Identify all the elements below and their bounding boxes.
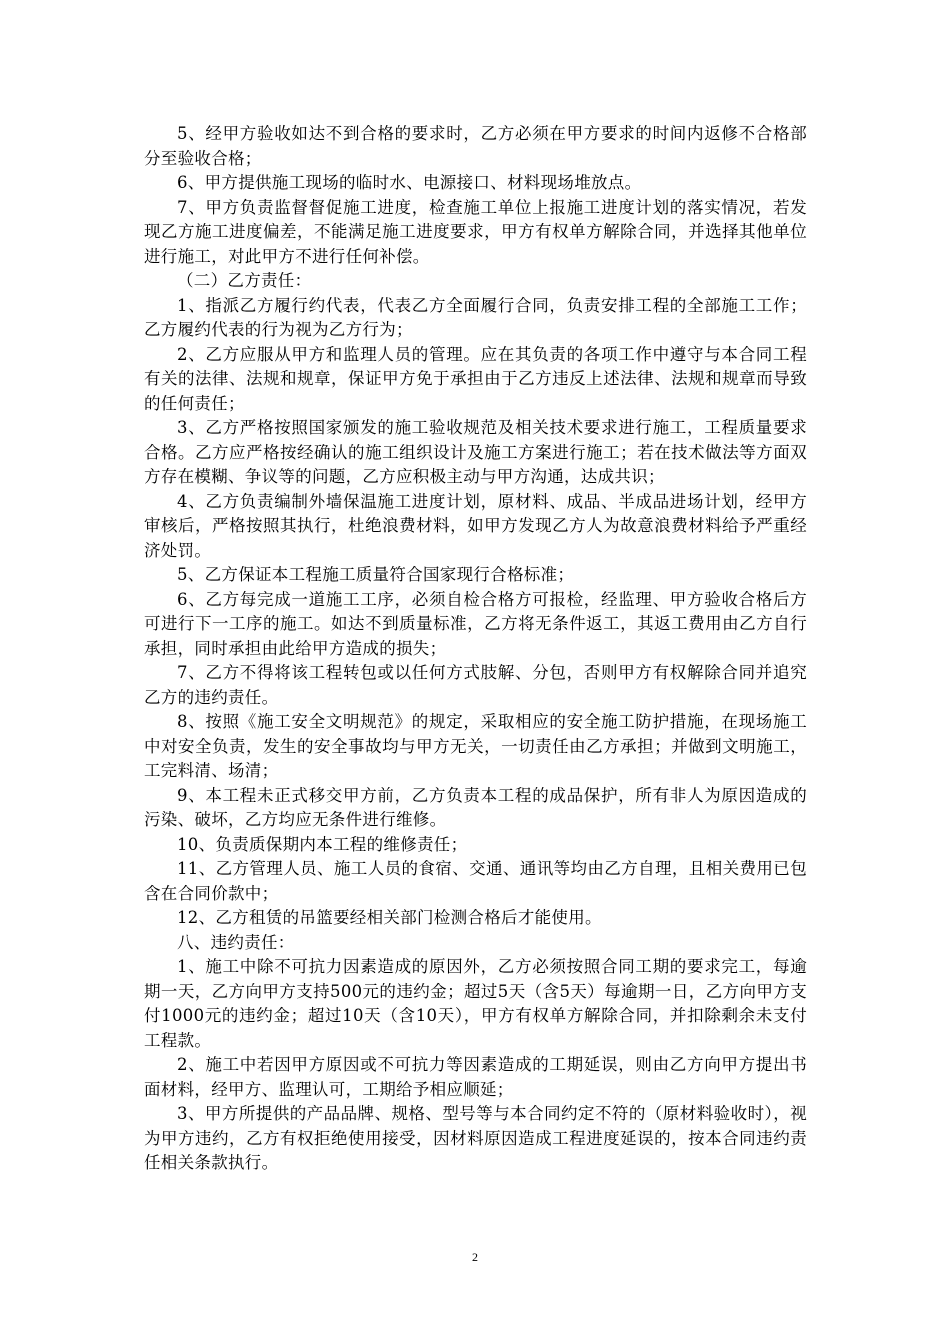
paragraph-party-b-item-2: 2、乙方应服从甲方和监理人员的管理。应在其负责的各项工作中遵守与本合同工程有关的法律、法规和规章，保证甲方免于承担由于乙方违反上述法律、法规和规章而导致的任何责任； [144, 344, 807, 413]
document-body [144, 122, 807, 1176]
paragraph-party-b-item-1: 1、指派乙方履行约代表，代表乙方全面履行合同，负责安排工程的全部施工工作；乙方履约代表的行为视为乙方行为； [144, 295, 807, 339]
section-heading-party-b: （二）乙方责任： [177, 271, 312, 290]
paragraph-breach-item-2: 2、施工中若因甲方原因或不可抗力等因素造成的工期延误，则由乙方向甲方提出书面材料，经甲方、监理认可，工期给予相应顺延； [144, 1055, 807, 1099]
paragraph-party-b-item-3: 3、乙方严格按照国家颁发的施工验收规范及相关技术要求进行施工，工程质量要求合格。乙方应严格按经确认的施工组织设计及施工方案进行施工；若在技术做法等方面双方存在模糊、争议等的问题，乙方应积极主动与甲方沟通，达成共识； [144, 418, 807, 486]
paragraph-breach-item-1: 1、施工中除不可抗力因素造成的原因外，乙方必须按照合同工期的要求完工，每逾期一天，乙方向甲方支持500元的违约金；超过5天（含5天）每逾期一日，乙方向甲方支付1000元的违约金；超过10天（含10天），甲方有权单方解除合同，并扣除剩余未支付工程款。 [144, 957, 807, 1050]
paragraph-acceptance-rework: 5、经甲方验收如达不到合格的要求时，乙方必须在甲方要求的时间内返修不合格部分至验收合格； [144, 124, 807, 168]
section-heading-breach: 八、违约责任： [177, 932, 295, 952]
paragraph-party-b-item-8: 8、按照《施工安全文明规范》的规定，采取相应的安全施工防护措施，在现场施工中对安全负责，发生的安全事故均与甲方无关，一切责任由乙方承担；并做到文明施工，工完料清、场清； [144, 712, 807, 780]
paragraph-party-b-item-5: 5、乙方保证本工程施工质量符合国家现行合格标准； [177, 565, 575, 584]
paragraph-party-b-item-7: 7、乙方不得将该工程转包或以任何方式肢解、分包，否则甲方有权解除合同并追究乙方的违约责任。 [144, 663, 807, 707]
paragraph-party-b-item-11: 11、乙方管理人员、施工人员的食宿、交通、通讯等均由乙方自理，且相关费用已包含在合同价款中； [144, 859, 807, 903]
paragraph-party-b-item-12: 12、乙方租赁的吊篮要经相关部门检测合格后才能使用。 [177, 908, 602, 927]
paragraph-party-b-item-6: 6、乙方每完成一道施工工序，必须自检合格方可报检，经监理、甲方验收合格后方可进行下一工序的施工。如达不到质量标准，乙方将无条件返工，其返工费用由乙方自行承担，同时承担由此给甲方造成的损失； [144, 589, 807, 658]
paragraph-breach-item-3: 3、甲方所提供的产品品牌、规格、型号等与本合同约定不符的（原材料验收时），视为甲方违约，乙方有权拒绝使用接受，因材料原因造成工程进度延误的，按本合同违约责任相关条款执行。 [144, 1104, 807, 1172]
paragraph-progress-supervision: 7、甲方负责监督督促施工进度，检查施工单位上报施工进度计划的落实情况，若发现乙方施工进度偏差，不能满足施工进度要求，甲方有权单方解除合同，并选择其他单位进行施工，对此甲方不进行任何补偿。 [144, 197, 807, 266]
page-number: 2 [472, 1250, 478, 1264]
paragraph-party-b-item-9: 9、本工程未正式移交甲方前，乙方负责本工程的成品保护，所有非人为原因造成的污染、破坏，乙方均应无条件进行维修。 [144, 785, 807, 829]
paragraph-site-utilities: 6、甲方提供施工现场的临时水、电源接口、材料现场堆放点。 [177, 173, 642, 192]
paragraph-party-b-item-4: 4、乙方负责编制外墙保温施工进度计划，原材料、成品、半成品进场计划，经甲方审核后，严格按照其执行，杜绝浪费材料，如甲方发现乙方人为故意浪费材料给予严重经济处罚。 [144, 491, 807, 560]
paragraph-party-b-item-10: 10、负责质保期内本工程的维修责任； [177, 834, 468, 854]
